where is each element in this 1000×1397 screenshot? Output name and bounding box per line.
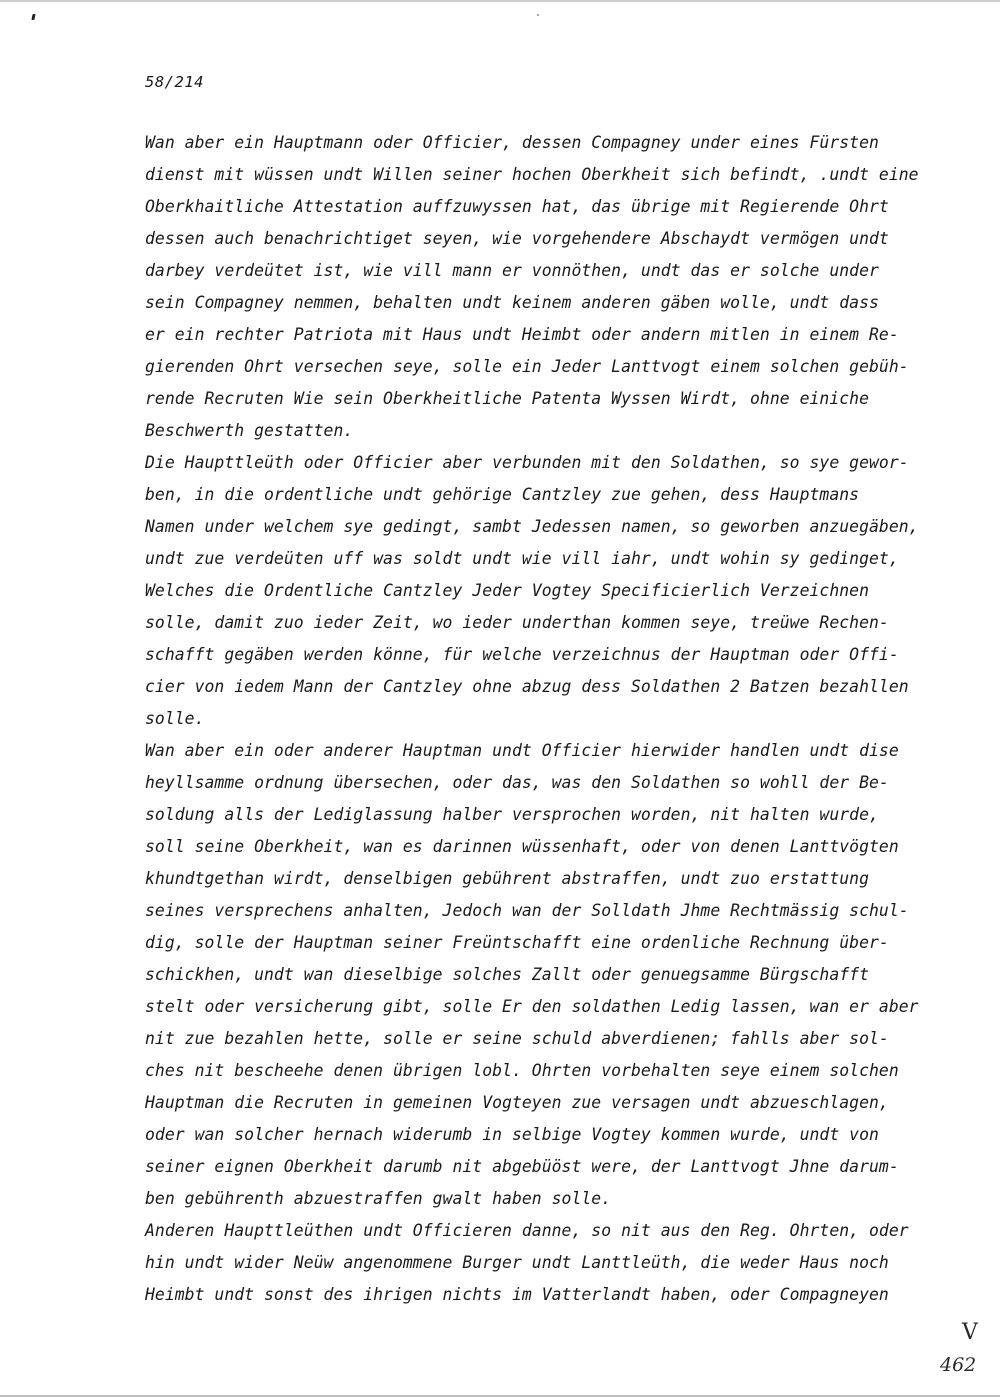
text-line: Beschwerth gestatten. bbox=[145, 421, 354, 440]
text-line: khundtgethan wirdt, denselbigen gebührent abstraffen, undt zuo erstattung bbox=[145, 869, 870, 888]
page-number: 58/214 bbox=[145, 73, 204, 91]
scan-speck bbox=[537, 14, 539, 16]
text-line: rende Recruten Wie sein Oberkheitliche Patenta Wyssen Wirdt, ohne einiche bbox=[145, 389, 870, 408]
text-line: ben gebührenth abzuestraffen gwalt haben solle. bbox=[145, 1189, 612, 1208]
text-line: soll seine Oberkheit, wan es darinnen wüssenhaft, oder von denen Lanttvögten bbox=[145, 837, 899, 856]
text-line: ches nit bescheehe denen übrigen lobl. Ohrten vorbehalten seye einem solchen bbox=[145, 1061, 899, 1080]
text-line: gierenden Ohrt versechen seye, solle ein Jeder Lanttvogt einem solchen gebüh- bbox=[145, 357, 909, 376]
text-line: ben, in die ordentliche undt gehörige Cantzley zue gehen, dess Hauptmans bbox=[145, 485, 860, 504]
text-line: Welches die Ordentliche Cantzley Jeder Vogtey Specificierlich Verzeichnen bbox=[145, 581, 870, 600]
text-line: seiner eignen Oberkheit darumb nit abgebüöst were, der Lanttvogt Jhne darum- bbox=[145, 1157, 899, 1176]
text-line: undt zue verdeüten uff was soldt undt wie vill iahr, undt wohin sy gedinget, bbox=[145, 549, 899, 568]
text-line: er ein rechter Patriota mit Haus undt Heimbt oder andern mitlen in einem Re- bbox=[145, 325, 899, 344]
text-line: sein Compagney nemmen, behalten undt keinem anderen gäben wolle, undt dass bbox=[145, 293, 879, 312]
margin-mark bbox=[31, 14, 35, 20]
text-line: dienst mit wüssen undt Willen seiner hochen Oberkheit sich befindt, .undt eine bbox=[145, 165, 919, 184]
text-line: Anderen Haupttleüthen undt Officieren danne, so nit aus den Reg. Ohrten, oder bbox=[145, 1221, 909, 1240]
handwritten-page-mark bbox=[940, 1320, 990, 1390]
text-line: hin undt wider Neüw angenommene Burger undt Lanttleüth, die weder Haus noch bbox=[145, 1253, 889, 1272]
text-line: heyllsamme ordnung übersechen, oder das, was den Soldathen so wohll der Be- bbox=[145, 773, 889, 792]
text-line: stelt oder versicherung gibt, solle Er den soldathen Ledig lassen, wan er aber bbox=[145, 997, 919, 1016]
text-line: Die Haupttleüth oder Officier aber verbunden mit den Soldathen, so sye gewor- bbox=[145, 453, 909, 472]
text-line: solle. bbox=[145, 709, 205, 728]
text-line: Wan aber ein Hauptmann oder Officier, dessen Compagney under eines Fürsten bbox=[145, 133, 879, 152]
text-line: oder wan solcher hernach widerumb in selbige Vogtey kommen wurde, undt von bbox=[145, 1125, 879, 1144]
text-line: nit zue bezahlen hette, solle er seine schuld abverdienen; fahlls aber sol- bbox=[145, 1029, 889, 1048]
text-line: solle, damit zuo ieder Zeit, wo ieder underthan kommen seye, treüwe Rechen- bbox=[145, 613, 889, 632]
handwritten-number: 462 bbox=[940, 1354, 977, 1376]
text-line: darbey verdeütet ist, wie vill mann er vonnöthen, undt das er solche under bbox=[145, 261, 879, 280]
text-line: Oberkhaitliche Attestation auffzuwyssen hat, das übrige mit Regierende Ohrt bbox=[145, 197, 889, 216]
text-line: schickhen, undt wan dieselbige solches Zallt oder genuegsamme Bürgschafft bbox=[145, 965, 870, 984]
handwritten-check: V bbox=[962, 1320, 978, 1345]
text-line: soldung alls der Lediglassung halber versprochen worden, nit halten wurde, bbox=[145, 805, 879, 824]
text-line: schafft gegäben werden könne, für welche verzeichnus der Hauptman oder Offi- bbox=[145, 645, 899, 664]
page-top-edge bbox=[0, 0, 1000, 2]
text-line: dessen auch benachrichtiget seyen, wie vorgehendere Abschaydt vermögen undt bbox=[145, 229, 889, 248]
text-line: dig, solle der Hauptman seiner Freüntschafft eine ordenliche Rechnung über- bbox=[145, 933, 889, 952]
text-line: Namen under welchem sye gedingt, sambt Jedessen namen, so geworben anzuegäben, bbox=[145, 517, 919, 536]
text-line: Wan aber ein oder anderer Hauptman undt Officier hierwider handlen undt dise bbox=[145, 741, 899, 760]
text-line: Heimbt undt sonst des ihrigen nichts im Vatterlandt haben, oder Compagneyen bbox=[145, 1285, 889, 1304]
text-line: cier von iedem Mann der Cantzley ohne abzug dess Soldathen 2 Batzen bezahllen bbox=[145, 677, 909, 696]
text-line: seines versprechens anhalten, Jedoch wan der Solldath Jhme Rechtmässig schul- bbox=[145, 901, 909, 920]
document-body bbox=[145, 127, 945, 1311]
text-line: Hauptman die Recruten in gemeinen Vogteyen zue versagen undt abzueschlagen, bbox=[145, 1093, 889, 1112]
